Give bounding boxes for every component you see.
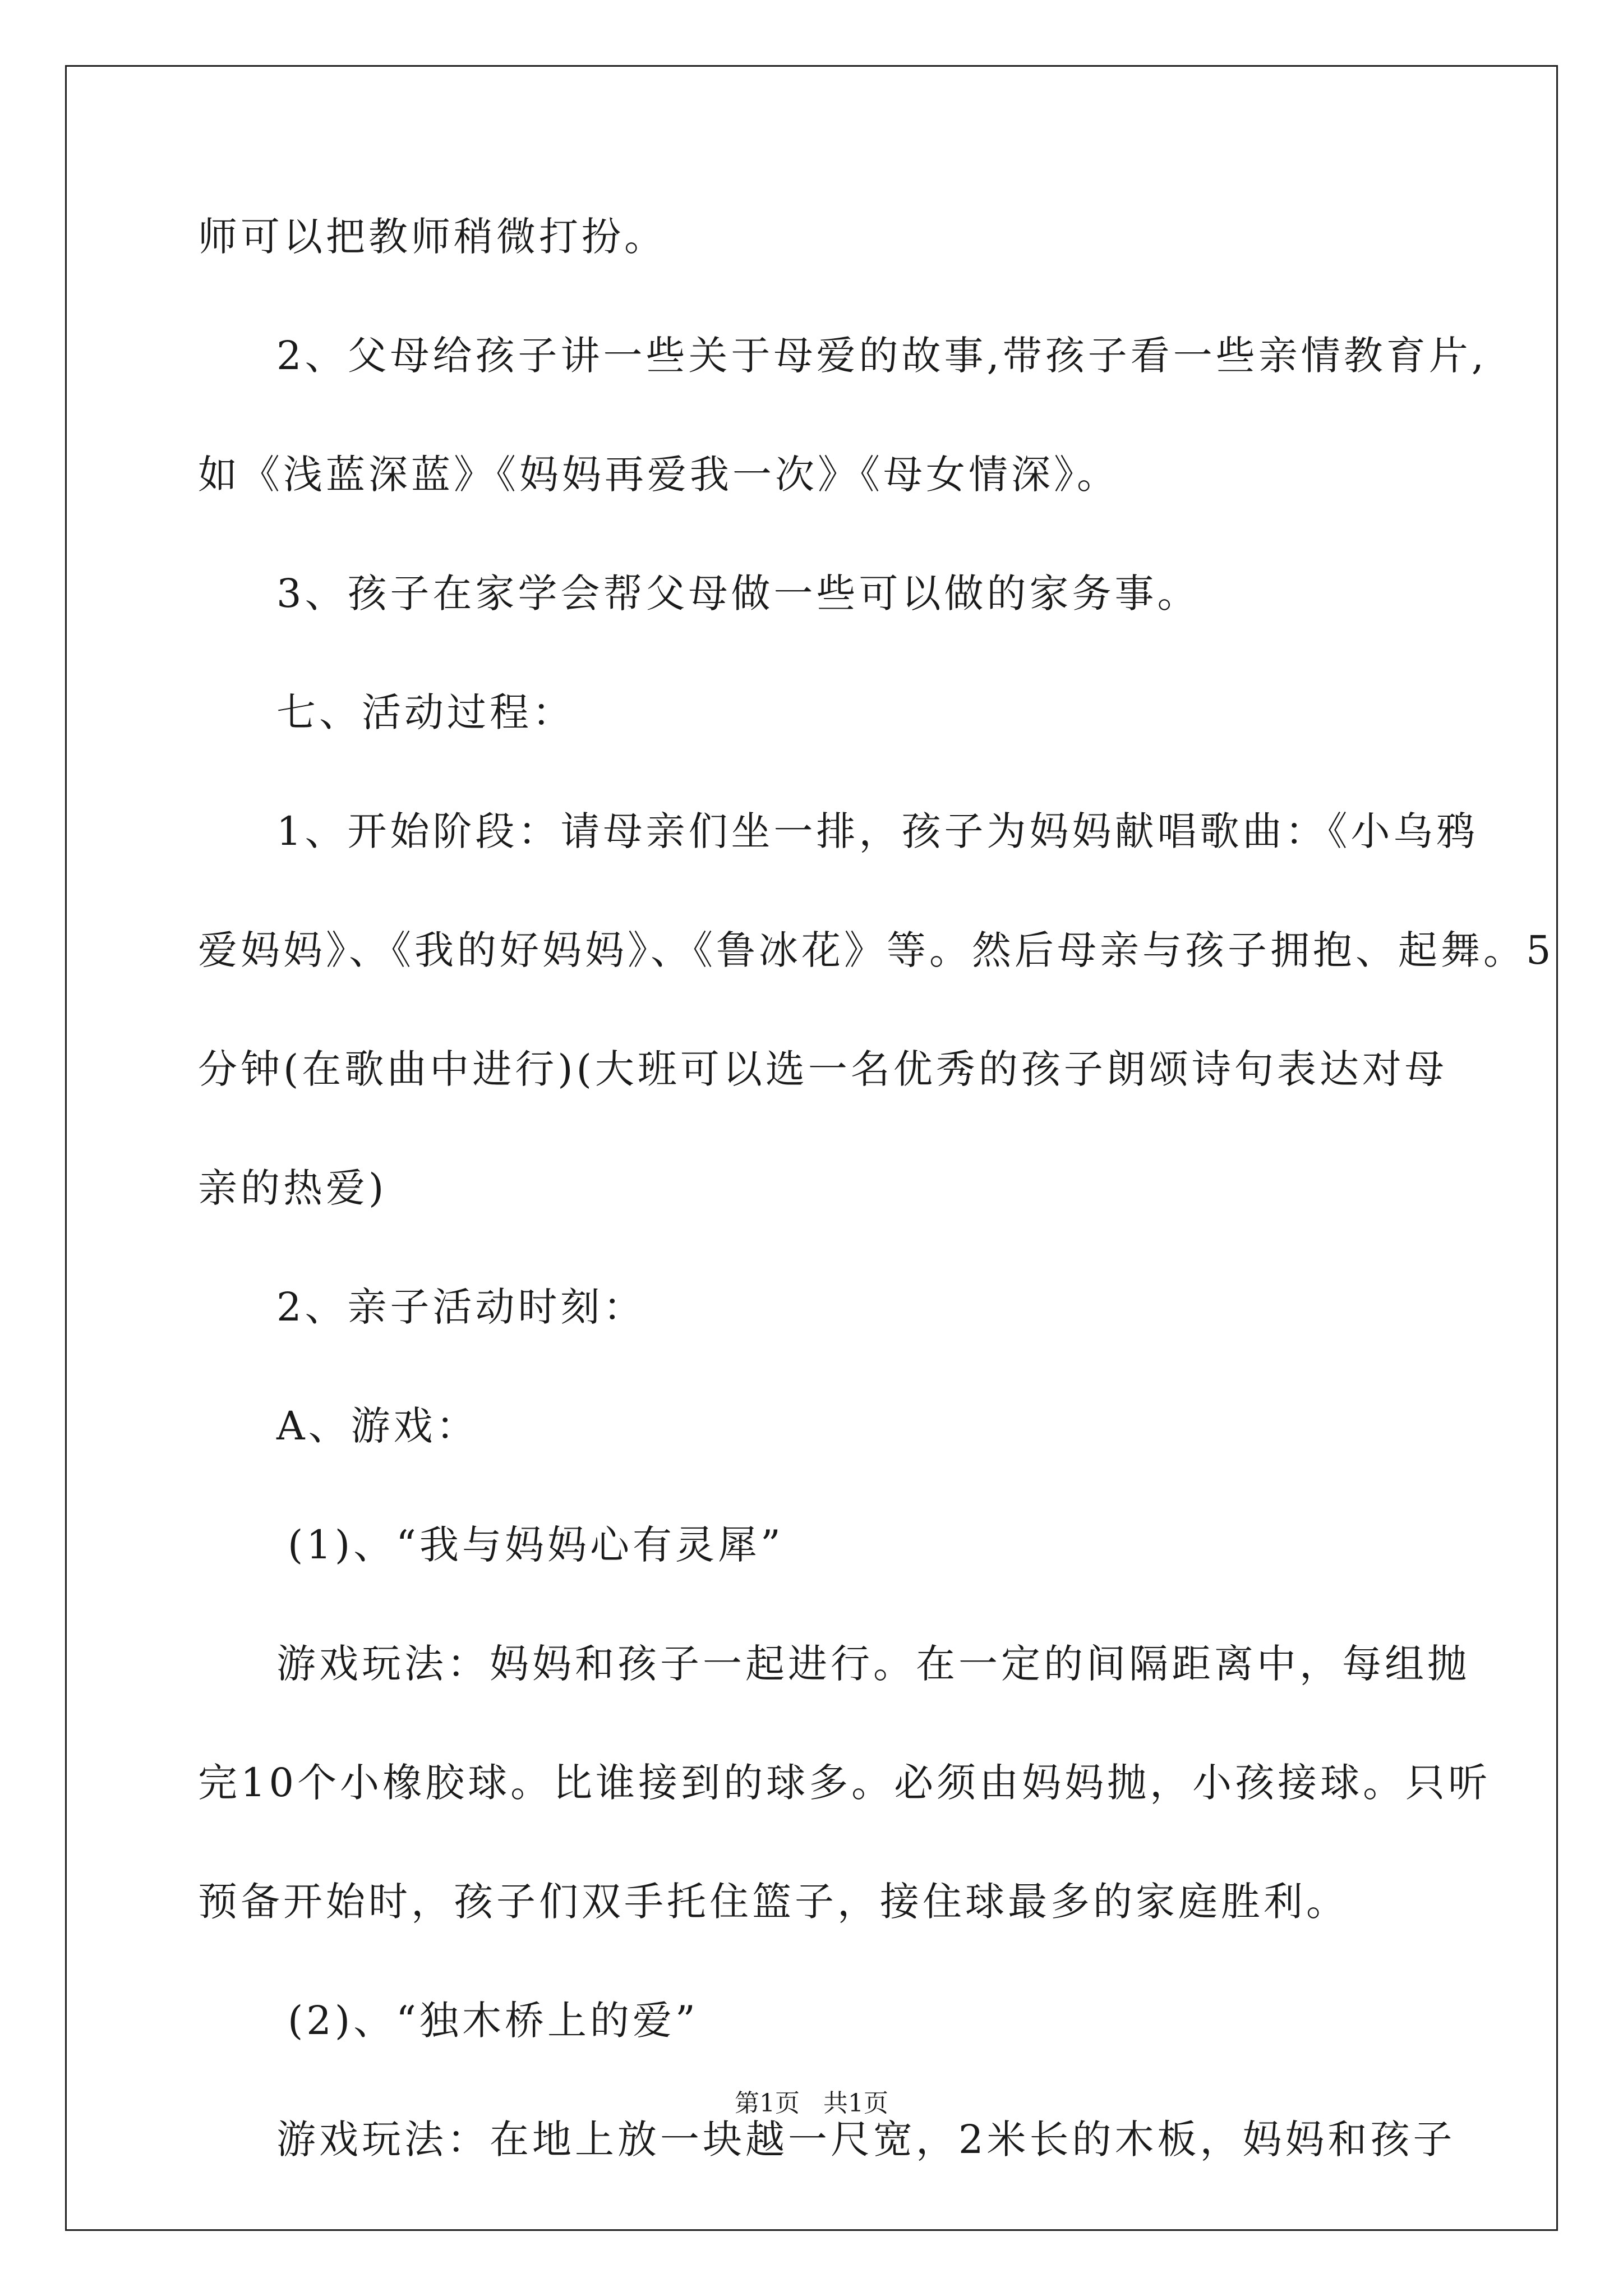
paragraph-line: 3、孩子在家学会帮父母做一些可以做的家务事。 [276,570,1200,616]
page-total: 共1页 [823,2089,888,2118]
game-title: (1)、“我与妈妈心有灵犀” [288,1522,784,1568]
paragraph-line: 游戏玩法：在地上放一块越一尺宽，2米长的木板，妈妈和孩子 [276,2116,1456,2162]
paragraph-line: 1、开始阶段：请母亲们坐一排，孩子为妈妈献唱歌曲：《小乌鸦 [276,808,1479,854]
paragraph-line: 师可以把教师稍微打扮。 [198,214,667,260]
page-footer [0,2087,1623,2120]
game-title: (2)、“独木桥上的爱” [288,1998,699,2044]
paragraph-line: 分钟(在歌曲中进行)(大班可以选一名优秀的孩子朗颂诗句表达对母 [198,1046,1447,1092]
paragraph-line: 游戏玩法：妈妈和孩子一起进行。在一定的间隔距离中，每组抛 [276,1641,1470,1687]
paragraph-line: 亲的热爱) [198,1165,388,1211]
section-heading: 七、活动过程： [276,689,575,735]
paragraph-line: 爱妈妈》、《我的好妈妈》、《鲁冰花》等。然后母亲与孩子拥抱、起舞。5 [198,927,1555,973]
paragraph-line: 2、父母给孩子讲一些关于母爱的故事,带孩子看一些亲情教育片, [276,333,1488,379]
paragraph-line: 如《浅蓝深蓝》《妈妈再爱我一次》《母女情深》。 [198,452,1119,498]
page-number: 第1页 [735,2089,800,2118]
paragraph-line: 预备开始时，孩子们双手托住篮子，接住球最多的家庭胜利。 [198,1879,1349,1925]
paragraph-line: A、游戏： [276,1403,479,1449]
paragraph-line: 完10个小橡胶球。比谁接到的球多。必须由妈妈抛，小孩接球。只听 [198,1760,1491,1806]
paragraph-line: 2、亲子活动时刻： [276,1284,646,1330]
